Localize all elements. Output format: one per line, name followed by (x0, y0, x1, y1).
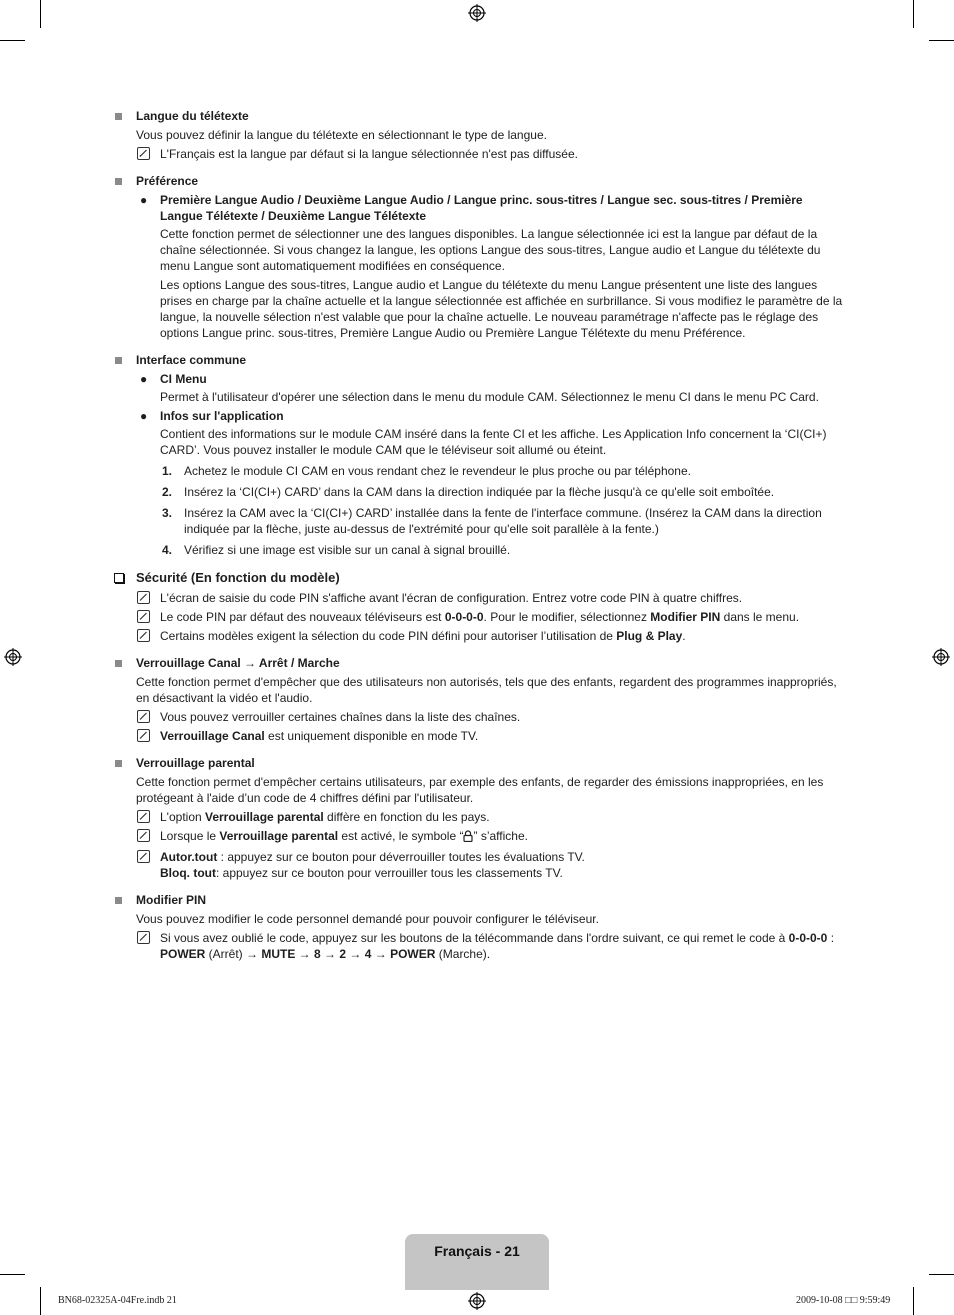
section-text: Vous pouvez modifier le code personnel demandé pour pouvoir configurer le téléviseur. (136, 912, 599, 926)
crop-mark (0, 1274, 25, 1275)
note (112, 709, 847, 725)
note (112, 828, 847, 846)
note-bold: 4 (364, 947, 372, 961)
bullet-text: Permet à l'utilisateur d'opérer une sélection dans le menu du module CAM. Sélectionnez le menu CI dans le menu PC Card. (160, 390, 819, 404)
lock-icon (463, 830, 473, 846)
heading-text: Préférence (136, 174, 199, 188)
note-text: ” s’affiche. (473, 829, 528, 843)
heading-text: Modifier PIN (136, 893, 207, 907)
bullet-title: Infos sur l'application (160, 409, 284, 423)
registration-mark-icon (468, 1292, 486, 1310)
note-text: diffère en fonction du les pays. (323, 810, 490, 824)
note-text: est uniquement disponible en mode TV. (264, 729, 479, 743)
section-verrouillage-parental (112, 755, 847, 881)
heading-text: Verrouillage parental (136, 756, 255, 770)
note-bold: MUTE (261, 947, 296, 961)
section-heading (112, 569, 847, 586)
step-number: 2. (162, 485, 173, 499)
note (112, 590, 847, 606)
crop-mark (40, 1287, 41, 1315)
note-bold: Autor.tout (160, 850, 218, 864)
registration-mark-icon (4, 648, 22, 666)
bullet-item (112, 371, 847, 387)
note-text: : appuyez sur ce bouton pour verrouiller tous les classements TV. (215, 866, 563, 880)
note-text: Le code PIN par défaut des nouveaux téléviseurs est (160, 610, 445, 624)
heading-text: Sécurité (En fonction du modèle) (136, 570, 340, 585)
step-text: Insérez la CAM avec la ‘CI(CI+) CARD’ installée dans la fente de l'interface commune. (Insérez la CAM dans la direction indiquée par la flèche, juste au-dessus de l'extrémité pour qu'elle soit parallèle à la fente.) (184, 506, 822, 536)
note-bold: 8 (314, 947, 321, 961)
crop-mark (40, 0, 41, 28)
bullet-title: CI Menu (160, 372, 207, 386)
note-icon (137, 850, 150, 863)
bullet-text: Contient des informations sur le module CAM inséré dans la fente CI et les affiche. Les Application Info concernent la ‘CI(CI+) CARD’. Vous pouvez installer le module CAM que le téléviseur soit allumé ou éteint. (160, 427, 827, 457)
numbered-step (112, 484, 847, 500)
note (112, 609, 847, 625)
note-bold: 0-0-0-0 (788, 931, 828, 945)
note-bold: → (346, 947, 365, 961)
square-bullet-icon (115, 357, 122, 364)
note-bold: POWER (390, 947, 436, 961)
note-text: Vous pouvez verrouiller certaines chaînes dans la liste des chaînes. (160, 710, 521, 724)
square-bullet-icon (115, 660, 122, 667)
bullet-text: Les options Langue des sous-titres, Langue audio et Langue du télétexte du menu Langue présentent une liste des langues prises en charge par la chaîne actuelle et la langue sélectionnée est affichée en surbrillance. Si vous modifiez le paramètre de la langue, la nouvelle sélection n'est valable que pour la chaîne actuelle. Le nouveau paramétrage n'affecte pas le réglage des options Langue princ. sous-titres, Première Langue Audio ou Première Langue Télétexte du menu Préférence. (160, 278, 843, 340)
numbered-step (112, 542, 847, 558)
heading-text: Verrouillage Canal → Arrêt / Marche (136, 656, 340, 670)
print-slug-left: BN68-02325A-04Fre.indb 21 (58, 1295, 177, 1306)
section-text: Cette fonction permet d'empêcher que des utilisateurs non autorisés, tels que des enfants, regardent des programmes inappropriés, en désactivant la vidéo et l'audio. (136, 675, 837, 705)
numbered-step (112, 505, 847, 537)
registration-mark-icon (932, 648, 950, 666)
note-bold: Bloq. tout (160, 866, 216, 880)
note-text: Lorsque le (160, 829, 220, 843)
bullet-icon: ● (140, 193, 148, 207)
print-slug-right: 2009-10-08 □□ 9:59:49 (796, 1295, 891, 1306)
note-text: (Arrêt) → (205, 947, 262, 961)
step-text: Insérez la ‘CI(CI+) CARD’ dans la CAM dans la direction indiquée par la flèche jusqu'à ce qu'elle soit emboîtée. (184, 485, 775, 499)
note-bold: → (320, 947, 340, 961)
note-bold: 0-0-0-0 (444, 610, 484, 624)
section-heading (112, 352, 847, 369)
square-bullet-icon (115, 113, 122, 120)
note-icon (137, 591, 150, 604)
note-text: → (371, 947, 391, 961)
section-heading (112, 892, 847, 909)
note-bold: Modifier PIN (650, 610, 721, 624)
note-text: dans le menu. (720, 610, 800, 624)
heading-text: Langue du télétexte (136, 109, 249, 123)
page-number: Français - 21 (434, 1243, 520, 1259)
note-bold: Verrouillage Canal (160, 729, 265, 743)
note-text: Si vous avez oublié le code, appuyez sur les boutons de la télécommande dans l'ordre suivant, ce qui remet le code à (160, 931, 789, 945)
note-icon (137, 729, 150, 742)
note (112, 146, 847, 162)
step-text: Achetez le module CI CAM en vous rendant chez le revendeur le plus proche ou par téléphone. (184, 464, 691, 478)
crop-mark (929, 1274, 954, 1275)
square-bullet-icon (115, 897, 122, 904)
note-icon (137, 147, 150, 160)
note-icon (137, 629, 150, 642)
section-verrouillage-canal (112, 655, 847, 744)
note (112, 628, 847, 644)
crop-mark (913, 0, 914, 28)
note (112, 728, 847, 744)
bullet-item (112, 192, 847, 224)
section-heading (112, 655, 847, 672)
note-text: : (827, 931, 835, 945)
section-text: Vous pouvez définir la langue du télétexte en sélectionnant le type de langue. (136, 128, 547, 142)
section-heading (112, 755, 847, 772)
section-text: Cette fonction permet d'empêcher certains utilisateurs, par exemple des enfants, de regarder des émissions inappropriées, en les protégeant à l'aide d’un code de 4 chiffres défini par l'utilisateur. (136, 775, 824, 805)
page-number-tab (405, 1234, 549, 1290)
bullet-icon: ● (140, 372, 148, 386)
step-text: Vérifiez si une image est visible sur un canal à signal brouillé. (184, 543, 511, 557)
note (112, 849, 847, 881)
note (112, 930, 847, 962)
manual-content (112, 108, 847, 973)
step-number: 3. (162, 506, 173, 520)
square-bullet-icon (115, 178, 122, 185)
note-bold: → (295, 947, 315, 961)
section-heading (112, 108, 847, 125)
note-icon (137, 710, 150, 723)
section-preference (112, 173, 847, 341)
crop-mark (929, 40, 954, 41)
bullet-title: Première Langue Audio / Deuxième Langue Audio / Langue princ. sous-titres / Langue sec. sous-titres / Première Langue Télétexte / Deuxième Langue Télétexte (160, 193, 803, 223)
note-text: Certains modèles exigent la sélection du code PIN défini pour autoriser l’utilisation de (160, 629, 617, 643)
crop-mark (0, 40, 25, 41)
section-securite (112, 569, 847, 644)
section-langue-teletexte (112, 108, 847, 162)
note-bold: Plug & Play (616, 629, 683, 643)
step-number: 1. (162, 464, 173, 478)
note-bold: Verrouillage parental (219, 829, 339, 843)
square-bullet-icon (115, 760, 122, 767)
bullet-text: Cette fonction permet de sélectionner une des langues disponibles. La langue sélectionnée ici est la langue par défaut de la chaîne sélectionnée. Si vous changez la langue, les options Langue des sous-titres, Langue audio et Langue du télétexte du menu Langue sont automatiquement modifiées en conséquence. (160, 227, 821, 273)
note-text: L'option (160, 810, 205, 824)
registration-mark-icon (468, 4, 486, 22)
numbered-step (112, 463, 847, 479)
note-bold: Verrouillage parental (205, 810, 324, 824)
section-modifier-pin (112, 892, 847, 962)
note-text: . (682, 629, 686, 643)
note-text: L'écran de saisie du code PIN s'affiche avant l'écran de configuration. Entrez votre code PIN à quatre chiffres. (160, 591, 743, 605)
heading-text: Interface commune (136, 353, 247, 367)
note-icon (137, 931, 150, 944)
note-icon (137, 810, 150, 823)
crop-mark (913, 1287, 914, 1315)
section-heading (112, 173, 847, 190)
note-bold: POWER (160, 947, 206, 961)
bullet-item (112, 408, 847, 424)
note-text: : appuyez sur ce bouton pour déverrouiller toutes les évaluations TV. (217, 850, 585, 864)
step-number: 4. (162, 543, 173, 557)
checkbox-bullet-icon (114, 573, 124, 583)
note-icon (137, 610, 150, 623)
note-text: (Marche). (435, 947, 491, 961)
note-text: . Pour le modifier, sélectionnez (483, 610, 651, 624)
section-interface-commune (112, 352, 847, 558)
note-icon (137, 829, 150, 842)
note-text: L'Français est la langue par défaut si la langue sélectionnée n'est pas diffusée. (160, 147, 578, 161)
note (112, 809, 847, 825)
note-text: est activé, le symbole “ (338, 829, 464, 843)
note-bold: 2 (339, 947, 347, 961)
bullet-icon: ● (140, 409, 148, 423)
